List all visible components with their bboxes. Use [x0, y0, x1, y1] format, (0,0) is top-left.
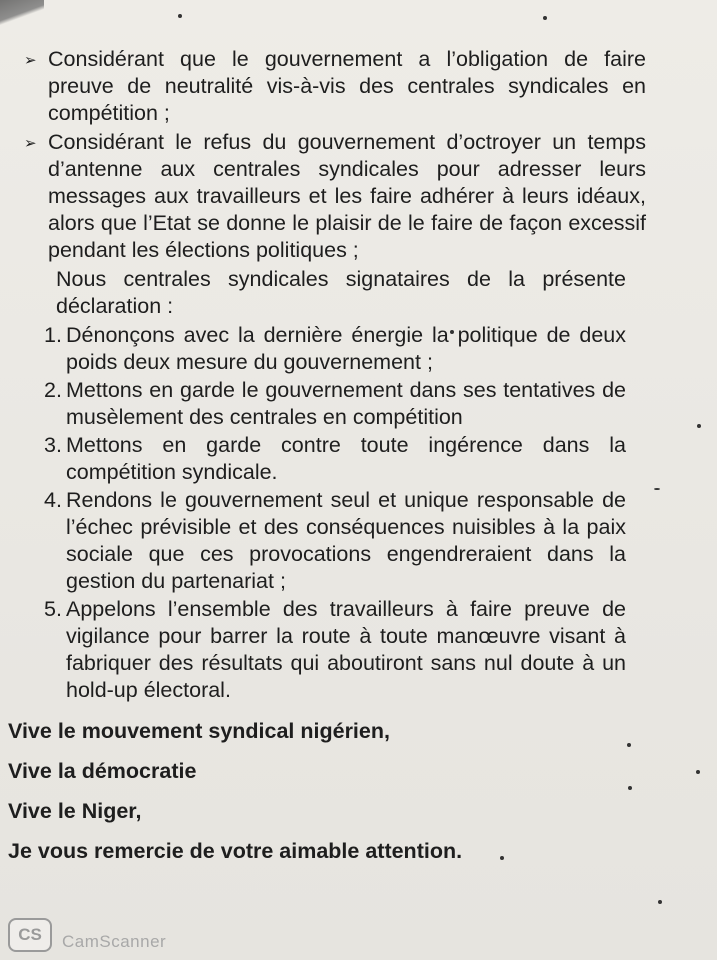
item-text: Mettons en garde le gouvernement dans ses tentatives de musèlement des centrales en compétition	[66, 378, 626, 429]
item-number: 3.	[44, 433, 62, 457]
numbered-list	[0, 322, 717, 704]
camscanner-watermark	[8, 914, 238, 954]
bullet-text: Considérant le refus du gouvernement d’octroyer un temps d’antenne aux centrales syndicales pour adresser leurs messages aux travailleurs et les faire adhérer à leurs idéaux, alors que l’Etat se donne le plaisir de le faire de façon excessif pendant les élections politiques ;	[48, 130, 646, 262]
closing-section	[0, 718, 717, 865]
numbered-item	[44, 432, 626, 486]
numbered-item	[44, 596, 626, 704]
closing-line: Vive la démocratie	[8, 759, 197, 783]
arrow-bullet-icon: ➢	[24, 135, 37, 152]
bullet-item	[20, 129, 646, 264]
item-text: Rendons le gouvernement seul et unique responsable de l’échec prévisible et des conséquences nuisibles à la paix sociale que ces provocations engendreraient dans la gestion du partenariat ;	[66, 488, 626, 593]
speck	[543, 16, 547, 20]
item-text: Dénonçons avec la dernière énergie la politique de deux poids deux mesure du gouvernement ;	[66, 323, 626, 374]
numbered-item	[44, 377, 626, 431]
bullet-item	[20, 46, 646, 127]
closing-line: Je vous remercie de votre aimable attention.	[8, 839, 463, 863]
scan-corner-shadow	[0, 0, 44, 30]
numbered-item	[44, 487, 626, 595]
bullet-text: Considérant que le gouvernement a l’obligation de faire preuve de neutralité vis-à-vis des centrales syndicales en compétition ;	[48, 47, 646, 125]
watermark-text: CamScanner	[62, 932, 167, 951]
arrow-bullet-icon: ➢	[24, 52, 37, 69]
camscanner-logo-icon: CS	[8, 918, 52, 952]
numbered-item	[44, 322, 626, 376]
speck	[178, 14, 182, 18]
item-number: 4.	[44, 488, 62, 512]
item-number: 5.	[44, 597, 62, 621]
document-body	[0, 46, 717, 878]
item-number: 1.	[44, 323, 62, 347]
speck	[658, 900, 662, 904]
item-text: Mettons en garde contre toute ingérence dans la compétition syndicale.	[66, 433, 626, 484]
item-number: 2.	[44, 378, 62, 402]
declaration-intro: Nous centrales syndicales signataires de la présente déclaration :	[56, 267, 626, 318]
closing-line: Vive le mouvement syndical nigérien,	[8, 719, 390, 743]
closing-line: Vive le Niger,	[8, 799, 142, 823]
item-text: Appelons l’ensemble des travailleurs à faire preuve de vigilance pour barrer la route à toute manœuvre visant à fabriquer des résultats qui aboutiront sans nul doute à un hold-up électoral.	[66, 597, 626, 702]
